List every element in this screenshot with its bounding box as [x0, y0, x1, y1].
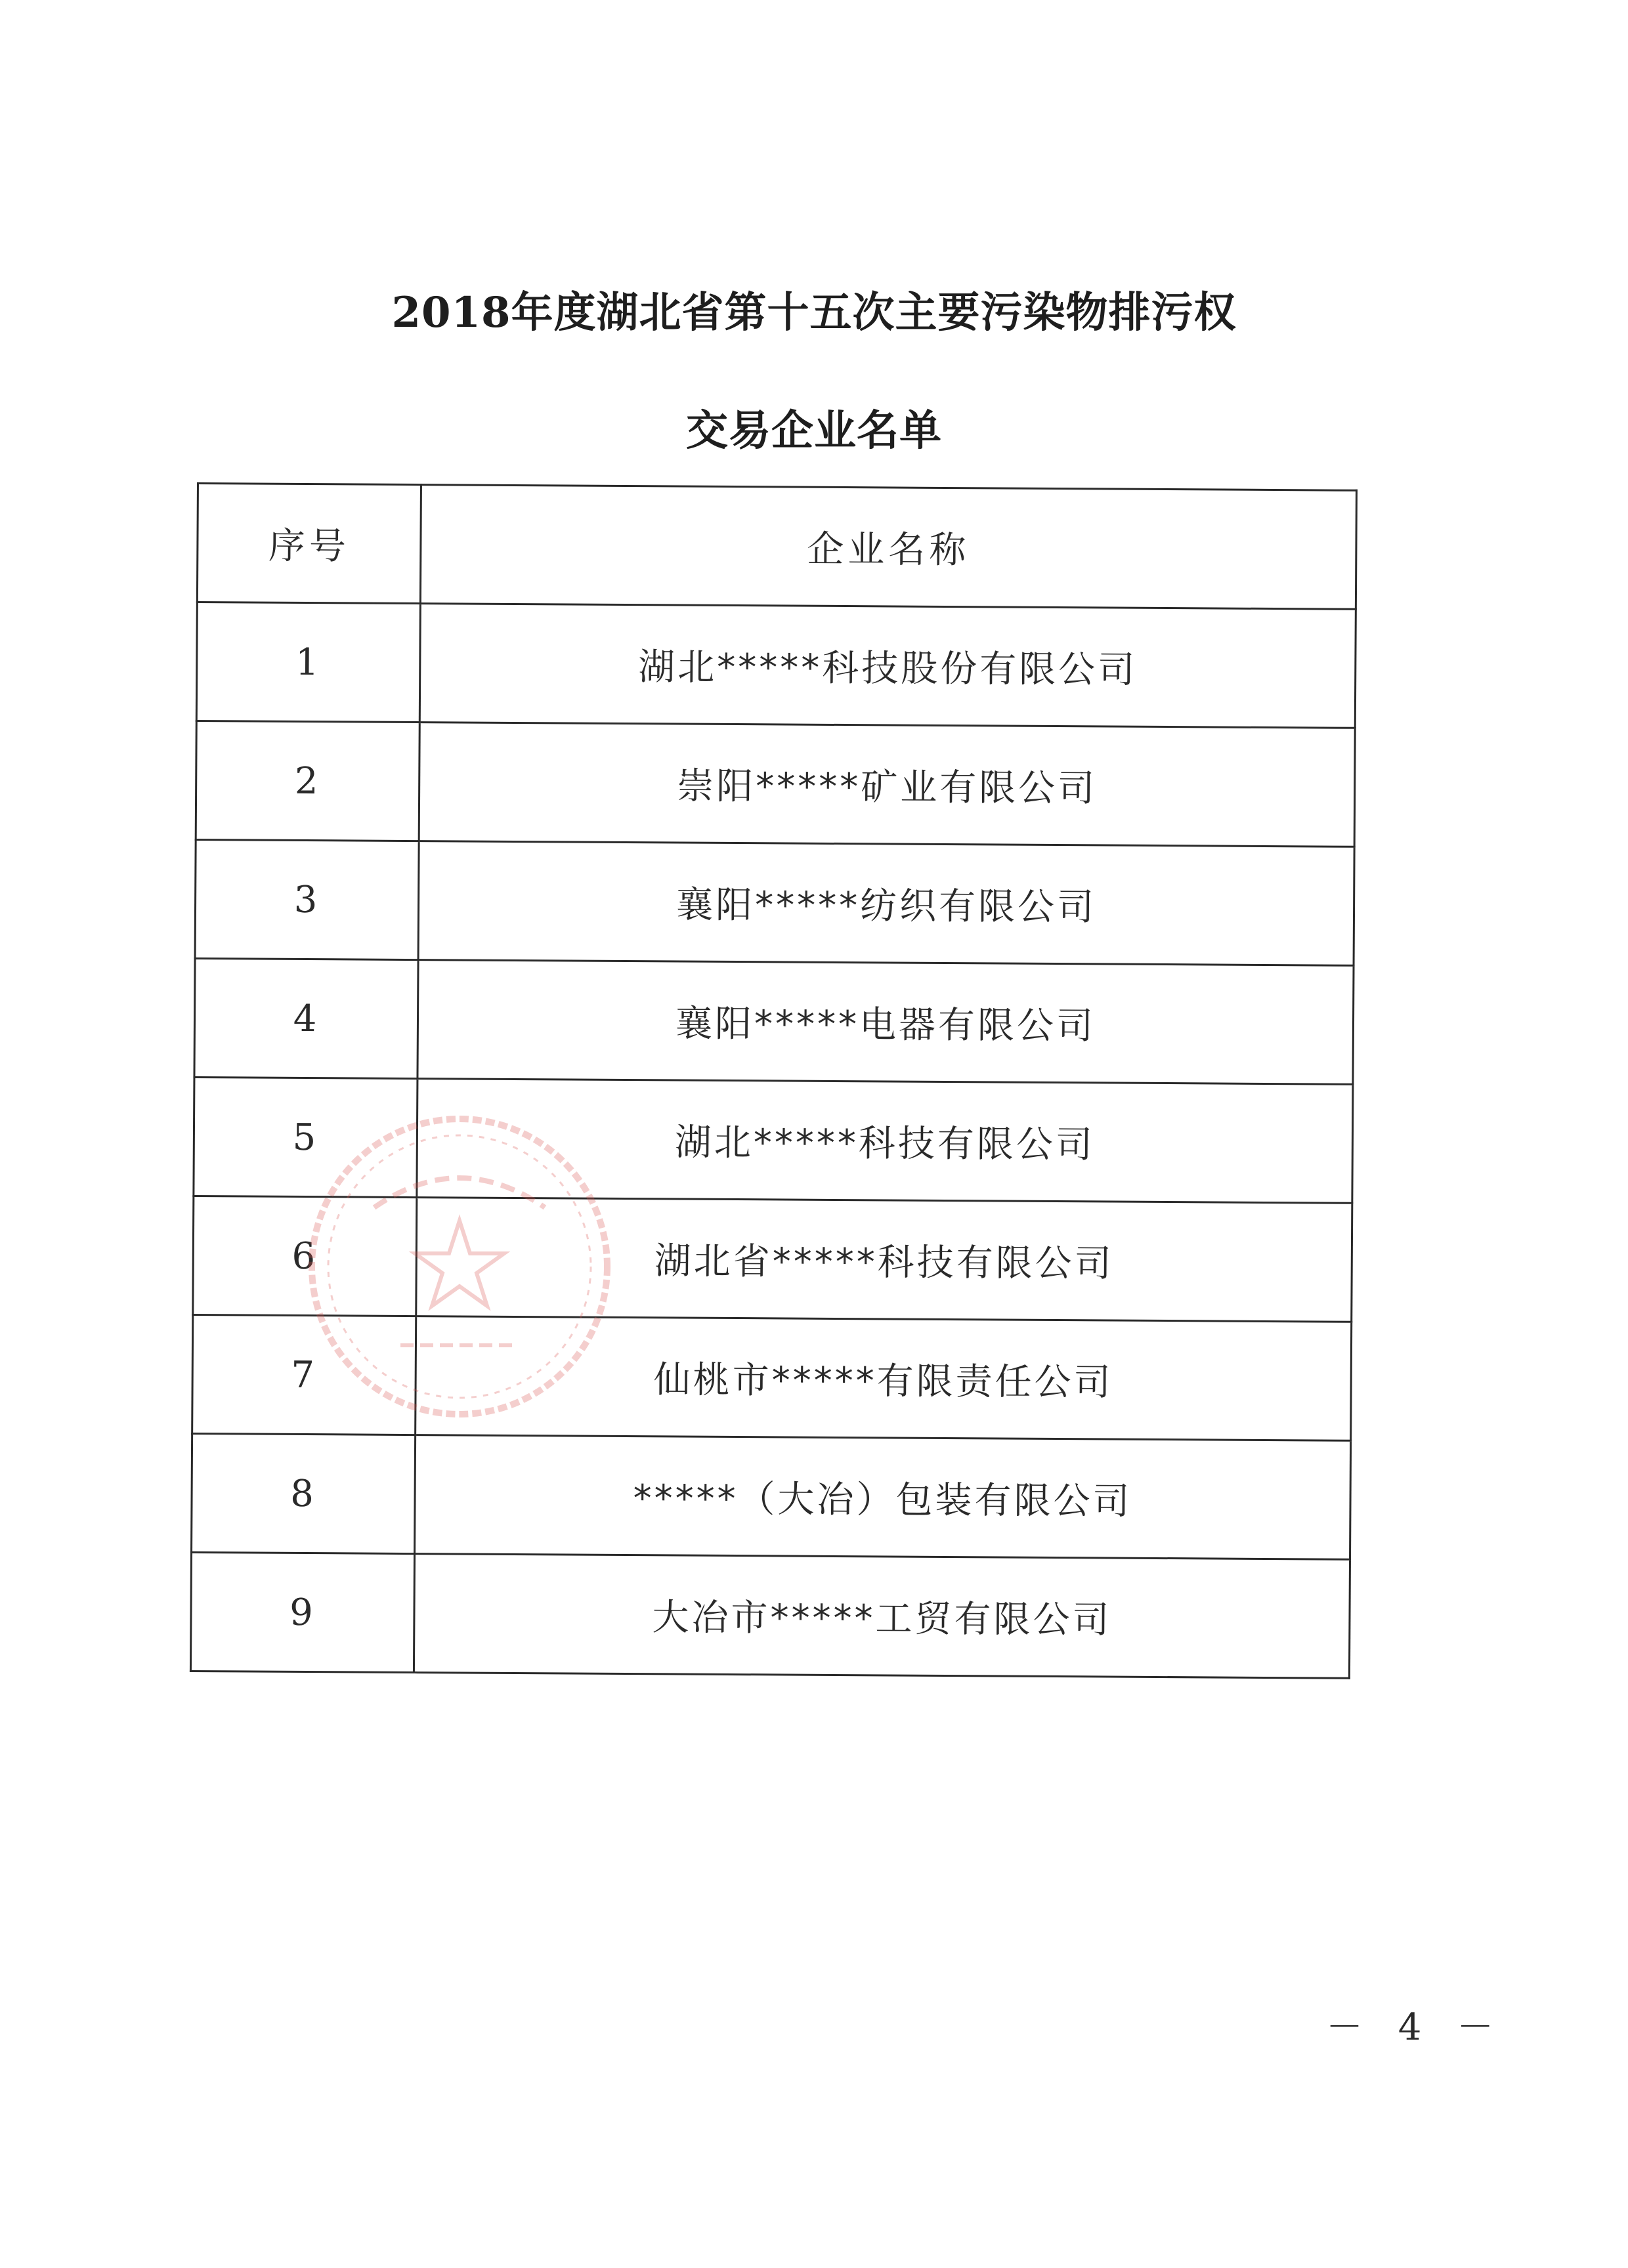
enterprise-list-table-wrapper	[190, 482, 1358, 1679]
row-enterprise-name: 崇阳*****矿业有限公司	[419, 723, 1355, 847]
row-enterprise-name: 大冶市*****工贸有限公司	[414, 1554, 1350, 1679]
table-row	[192, 1433, 1351, 1559]
row-serial-number: 8	[192, 1433, 416, 1553]
table-row	[196, 721, 1355, 847]
table-row	[194, 958, 1354, 1084]
row-enterprise-name: 湖北*****科技有限公司	[417, 1079, 1353, 1204]
row-serial-number: 3	[195, 839, 419, 959]
row-serial-number: 4	[194, 958, 418, 1078]
row-serial-number: 1	[196, 602, 420, 723]
table-row	[193, 1196, 1352, 1322]
row-enterprise-name: 襄阳*****纺织有限公司	[418, 841, 1354, 966]
row-enterprise-name: 湖北*****科技股份有限公司	[419, 604, 1356, 728]
table-row	[196, 602, 1356, 728]
row-serial-number: 2	[196, 721, 419, 841]
table-row	[194, 1077, 1353, 1203]
row-serial-number: 6	[193, 1196, 417, 1316]
column-header-serial-number: 序号	[197, 484, 421, 604]
table-row	[190, 1552, 1350, 1678]
table-row	[192, 1314, 1352, 1440]
row-enterprise-name: 湖北省*****科技有限公司	[416, 1198, 1352, 1322]
document-title-line2: 交易企业名单	[686, 406, 942, 455]
row-enterprise-name: 襄阳*****电器有限公司	[418, 960, 1354, 1085]
document-title-line1: 2018年度湖北省第十五次主要污染物排污权	[391, 288, 1237, 337]
row-serial-number: 5	[194, 1077, 418, 1197]
table-header-row	[197, 484, 1356, 610]
row-enterprise-name: *****（大冶）包装有限公司	[415, 1435, 1351, 1560]
page-number: － 4 －	[1326, 2006, 1506, 2049]
row-serial-number: 9	[190, 1552, 414, 1672]
enterprise-list-table	[190, 482, 1358, 1679]
row-enterprise-name: 仙桃市*****有限责任公司	[416, 1316, 1352, 1441]
column-header-enterprise-name: 企业名称	[420, 485, 1356, 610]
row-serial-number: 7	[192, 1314, 416, 1435]
table-row	[195, 839, 1354, 965]
